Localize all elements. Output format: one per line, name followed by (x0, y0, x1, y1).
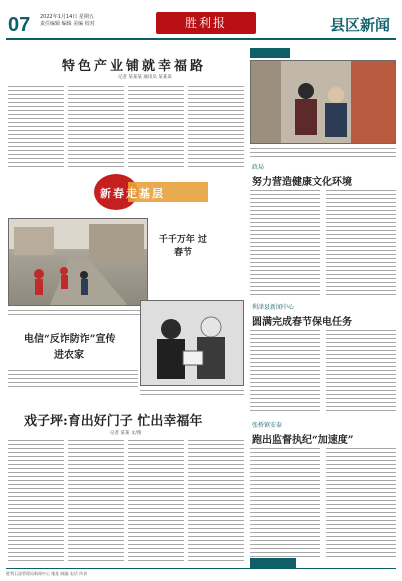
right-body-1a (250, 188, 320, 296)
bottom-byline: 记者 某某 文/图 (110, 431, 142, 436)
bottom-body-col1 (8, 438, 64, 562)
bottom-headline: 戏子坪:育出好门子 忙出幸福年 (24, 414, 203, 429)
newspaper-logo: 胜利报 (156, 12, 256, 34)
shop-caption (250, 146, 396, 158)
community-photo (140, 300, 244, 386)
new-year-stamp (86, 170, 216, 214)
lead-headline: 特色产业铺就幸福路 (62, 59, 207, 74)
telecom-body (8, 368, 138, 390)
shop-photo (250, 60, 396, 144)
telecom-subheadline: 进农家 (54, 350, 84, 361)
right-body-2b (326, 328, 396, 414)
bottom-body-col2 (68, 438, 124, 562)
right-headline-3: 跑出监督执纪“加速度” (252, 435, 354, 446)
lead-body-col3 (128, 84, 184, 168)
telecom-headline: 电信“反诈防诈”宣传 (24, 334, 116, 345)
bottom-body-col4 (188, 438, 244, 562)
right-headline-1: 努力营造健康文化环境 (252, 177, 352, 188)
right-body-2a (250, 328, 320, 414)
right-tag-4-label: 广告人物 (253, 569, 274, 575)
right-body-3b (326, 446, 396, 558)
left-body-a (8, 308, 148, 318)
right-section-tag-2: 利津县新闻中心 (252, 304, 295, 311)
right-section-tag-1: 政局 (252, 164, 265, 171)
right-body-3a (250, 446, 320, 558)
stamp-text: 新春走基层 (100, 187, 165, 200)
village-road-photo (8, 218, 148, 306)
lead-body-col4 (188, 84, 244, 168)
right-headline-2: 圆满完成春节保电任务 (252, 317, 352, 328)
lead-body-col2 (68, 84, 124, 168)
section-title: 县区新闻 (329, 16, 390, 34)
page-footer: 胜利石油管理局新闻中心 地址 邮编 电话 传真 (6, 568, 396, 577)
issue-meta: 2022年1月14日 星期五 责任编辑 编辑 美编 校对 (40, 14, 95, 27)
right-tag-1 (250, 48, 290, 58)
photo-caption (140, 388, 244, 398)
calligraphy-caption: 千千万年 过春节 (158, 235, 208, 258)
right-tag-4 (250, 558, 296, 575)
right-body-1b (326, 188, 396, 296)
right-section-tag-3: 张桥镇安泰 (252, 422, 283, 429)
lead-body-col1 (8, 84, 64, 168)
lead-byline: 记者 某某某 通讯员 某某某 (118, 75, 172, 80)
bottom-body-col3 (128, 438, 184, 562)
page-number: 07 (8, 14, 31, 36)
page-header (6, 6, 396, 40)
